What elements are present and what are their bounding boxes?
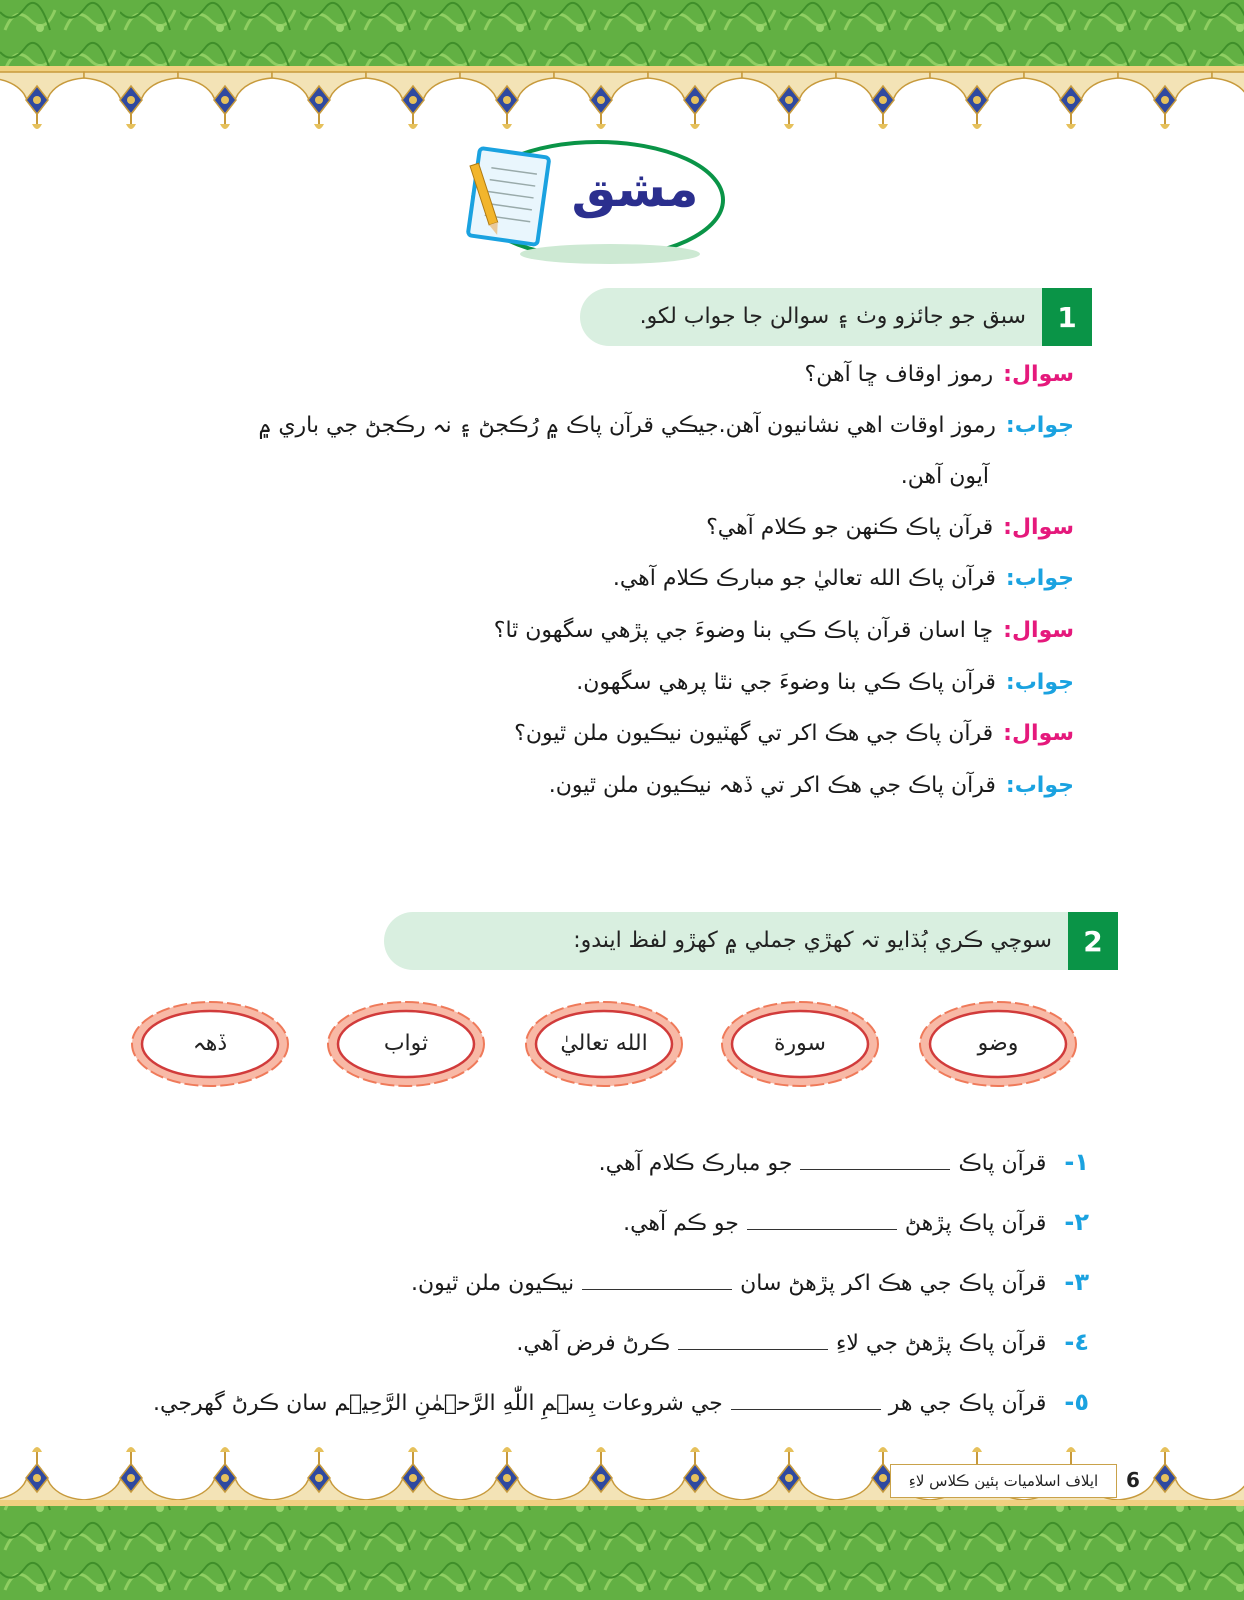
answer-1-continuation: آيون آهن.	[900, 464, 989, 489]
section-1-header	[580, 288, 1092, 346]
word-text: وضو	[977, 1031, 1019, 1056]
page-title: مشق	[571, 160, 699, 218]
exercise-title-badge	[460, 138, 730, 270]
fill-item-1: ١-قرآن پاڪجو مبارڪ ڪلام آهي.	[598, 1148, 1089, 1176]
question-2: سوال:قرآن پاڪ ڪنهن جو ڪلام آهي؟	[706, 515, 1074, 540]
section-2-header	[384, 912, 1118, 970]
section-1-instruction: سبق جو جائزو وٺ ۽ سوالن جا جواب لکو.	[639, 304, 1026, 329]
question-1: سوال:رموز اوقاف ڇا آهن؟	[804, 362, 1074, 387]
word-text: سورة	[774, 1031, 826, 1056]
answer-1: جواب:رموز اوقات اهي نشانيون آهن.جيڪي قرآن پاڪ ۾ رُڪجڻ ۽ نہ رڪجڻ جي باري ۾	[258, 413, 1074, 438]
answer-blank[interactable]	[678, 1335, 828, 1350]
answer-blank[interactable]	[731, 1395, 881, 1410]
fill-item-4: ٤-قرآن پاڪ پڙهڻ جي لاءِڪرڻ فرض آهي.	[516, 1328, 1089, 1356]
answer-2: جواب:قرآن پاڪ الله تعاليٰ جو مبارڪ ڪلام آهي.	[612, 566, 1074, 591]
word-card	[720, 1000, 880, 1088]
answer-blank[interactable]	[747, 1215, 897, 1230]
section-2-instruction: سوچي ڪري ٻُڌايو تہ کهڙي جملي ۾ کهڙو لفظ ايندو:	[573, 928, 1052, 953]
word-card	[918, 1000, 1078, 1088]
fill-item-3: ٣-قرآن پاڪ جي هڪ اکر پڙهڻ ساننيڪيون ملن ٿيون.	[411, 1268, 1089, 1296]
book-title-label: ايلاف اسلاميات ٻئين ڪلاس لاءِ	[890, 1464, 1117, 1498]
fill-item-5: ٥-قرآن پاڪ جي هرجي شروعات بِسۡمِ اللّٰهِ الرَّحۡمٰنِ الرَّحِيۡم سان ڪرڻ گهرجي.	[153, 1388, 1089, 1416]
word-text: ثواب	[383, 1031, 429, 1056]
fill-item-2: ٢-قرآن پاڪ پڙهڻجو ڪم آهي.	[623, 1208, 1089, 1236]
answer-3: جواب:قرآن پاڪ ڪي بنا وضوءَ جي نٿا پرهي سگهون.	[576, 670, 1074, 695]
word-card	[326, 1000, 486, 1088]
answer-blank[interactable]	[800, 1155, 950, 1170]
word-text: الله تعاليٰ	[560, 1031, 648, 1056]
word-card	[130, 1000, 290, 1088]
question-3: سوال:ڇا اسان قرآن پاڪ ڪي بنا وضوءَ جي پڙهي سگهون ٿا؟	[493, 618, 1074, 643]
word-text: ڏهہ	[192, 1031, 228, 1056]
answer-blank[interactable]	[582, 1275, 732, 1290]
answer-4: جواب:قرآن پاڪ جي هڪ اکر تي ڏهہ نيڪيون ملن ٿيون.	[548, 773, 1074, 798]
top-decorative-border	[0, 0, 1244, 130]
section-2-number: 2	[1068, 912, 1118, 970]
word-card	[524, 1000, 684, 1088]
question-4: سوال:قرآن پاڪ جي هڪ اکر تي گهٽيون نيڪيون ملن ٿيون؟	[514, 721, 1074, 746]
section-1-number: 1	[1042, 288, 1092, 346]
page-number: 6	[1126, 1468, 1140, 1492]
